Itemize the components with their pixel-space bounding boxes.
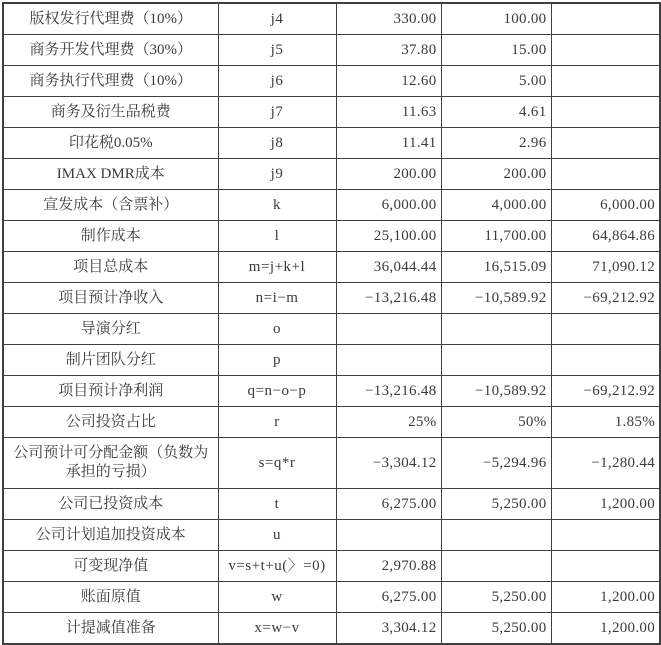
- table-row: [3, 489, 660, 520]
- row-label-cell[interactable]: 商务及衍生品税费: [3, 97, 218, 128]
- row-value-2-cell[interactable]: 5,250.00: [441, 582, 551, 613]
- row-value-3-cell[interactable]: −69,212.92: [551, 283, 660, 314]
- row-value-1-cell[interactable]: [336, 520, 441, 551]
- row-label-cell[interactable]: 导演分红: [3, 314, 218, 345]
- row-value-3-cell[interactable]: −69,212.92: [551, 376, 660, 407]
- table-row: [3, 376, 660, 407]
- row-value-1-cell[interactable]: [336, 314, 441, 345]
- row-value-3-cell[interactable]: 1,200.00: [551, 582, 660, 613]
- row-value-1-cell[interactable]: 11.41: [336, 128, 441, 159]
- row-code-cell[interactable]: u: [218, 520, 336, 551]
- row-value-1-cell[interactable]: 330.00: [336, 3, 441, 35]
- row-value-3-cell[interactable]: [551, 345, 660, 376]
- row-code-cell[interactable]: s=q*r: [218, 438, 336, 489]
- row-value-2-cell[interactable]: 5,250.00: [441, 489, 551, 520]
- row-label-cell[interactable]: 制作成本: [3, 221, 218, 252]
- row-value-3-cell[interactable]: 6,000.00: [551, 190, 660, 221]
- row-value-2-cell[interactable]: [441, 551, 551, 582]
- row-value-3-cell[interactable]: 1,200.00: [551, 613, 660, 645]
- row-code-cell[interactable]: j4: [218, 3, 336, 35]
- row-label-cell[interactable]: 计提减值准备: [3, 613, 218, 645]
- row-value-3-cell[interactable]: [551, 520, 660, 551]
- table-row: [3, 190, 660, 221]
- row-code-cell[interactable]: j6: [218, 66, 336, 97]
- row-value-1-cell[interactable]: [336, 345, 441, 376]
- row-value-1-cell[interactable]: 6,000.00: [336, 190, 441, 221]
- table-row: [3, 407, 660, 438]
- table-row: [3, 66, 660, 97]
- row-value-1-cell[interactable]: 36,044.44: [336, 252, 441, 283]
- row-value-2-cell[interactable]: 2.96: [441, 128, 551, 159]
- row-value-2-cell[interactable]: 200.00: [441, 159, 551, 190]
- row-value-1-cell[interactable]: −13,216.48: [336, 376, 441, 407]
- row-value-3-cell[interactable]: 64,864.86: [551, 221, 660, 252]
- row-value-2-cell[interactable]: 50%: [441, 407, 551, 438]
- row-value-2-cell[interactable]: 5.00: [441, 66, 551, 97]
- table-row: [3, 221, 660, 252]
- table-row: [3, 252, 660, 283]
- row-code-cell[interactable]: j5: [218, 35, 336, 66]
- row-label-cell[interactable]: 项目总成本: [3, 252, 218, 283]
- row-value-3-cell[interactable]: 1,200.00: [551, 489, 660, 520]
- row-value-1-cell[interactable]: 6,275.00: [336, 582, 441, 613]
- row-value-3-cell[interactable]: [551, 551, 660, 582]
- row-label-cell[interactable]: 版权发行代理费（10%）: [3, 3, 218, 35]
- row-value-3-cell[interactable]: −1,280.44: [551, 438, 660, 489]
- row-label-cell[interactable]: 制片团队分红: [3, 345, 218, 376]
- row-code-cell[interactable]: m=j+k+l: [218, 252, 336, 283]
- row-value-2-cell[interactable]: [441, 314, 551, 345]
- row-value-3-cell[interactable]: [551, 314, 660, 345]
- row-value-2-cell[interactable]: 5,250.00: [441, 613, 551, 645]
- row-label-cell[interactable]: 商务执行代理费（10%）: [3, 66, 218, 97]
- row-code-cell[interactable]: q=n−o−p: [218, 376, 336, 407]
- row-code-cell[interactable]: w: [218, 582, 336, 613]
- row-value-3-cell[interactable]: [551, 128, 660, 159]
- row-value-3-cell[interactable]: [551, 159, 660, 190]
- table-row: [3, 35, 660, 66]
- table-row: [3, 3, 660, 35]
- row-code-cell[interactable]: j7: [218, 97, 336, 128]
- row-value-2-cell[interactable]: −10,589.92: [441, 283, 551, 314]
- cost-table-body: [3, 3, 660, 644]
- row-label-cell[interactable]: 公司已投资成本: [3, 489, 218, 520]
- row-value-3-cell[interactable]: 71,090.12: [551, 252, 660, 283]
- row-label-cell[interactable]: 公司预计可分配金额（负数为承担的亏损）: [3, 438, 218, 489]
- row-value-1-cell[interactable]: 6,275.00: [336, 489, 441, 520]
- row-value-1-cell[interactable]: 12.60: [336, 66, 441, 97]
- row-code-cell[interactable]: r: [218, 407, 336, 438]
- row-value-1-cell[interactable]: 3,304.12: [336, 613, 441, 645]
- row-value-2-cell[interactable]: 16,515.09: [441, 252, 551, 283]
- row-value-3-cell[interactable]: 1.85%: [551, 407, 660, 438]
- row-value-2-cell[interactable]: −5,294.96: [441, 438, 551, 489]
- row-value-2-cell[interactable]: 4.61: [441, 97, 551, 128]
- row-code-cell[interactable]: x=w−v: [218, 613, 336, 645]
- row-code-cell[interactable]: p: [218, 345, 336, 376]
- row-code-cell[interactable]: v=s+t+u(〉=0): [218, 551, 336, 582]
- row-code-cell[interactable]: j9: [218, 159, 336, 190]
- table-row: [3, 128, 660, 159]
- row-value-1-cell[interactable]: 25%: [336, 407, 441, 438]
- row-value-1-cell[interactable]: −13,216.48: [336, 283, 441, 314]
- row-code-cell[interactable]: t: [218, 489, 336, 520]
- row-code-cell[interactable]: n=i−m: [218, 283, 336, 314]
- row-label-cell[interactable]: 账面原值: [3, 582, 218, 613]
- table-row: [3, 438, 660, 489]
- table-row: [3, 551, 660, 582]
- table-row: [3, 159, 660, 190]
- table-row: [3, 97, 660, 128]
- row-value-1-cell[interactable]: 37.80: [336, 35, 441, 66]
- row-value-1-cell[interactable]: −3,304.12: [336, 438, 441, 489]
- row-label-cell[interactable]: 公司投资占比: [3, 407, 218, 438]
- table-row: [3, 520, 660, 551]
- row-value-1-cell[interactable]: 11.63: [336, 97, 441, 128]
- row-value-2-cell[interactable]: 4,000.00: [441, 190, 551, 221]
- project-cost-table: [2, 2, 661, 645]
- row-value-3-cell[interactable]: [551, 35, 660, 66]
- row-label-cell[interactable]: 项目预计净利润: [3, 376, 218, 407]
- row-value-2-cell[interactable]: −10,589.92: [441, 376, 551, 407]
- row-code-cell[interactable]: l: [218, 221, 336, 252]
- row-code-cell[interactable]: o: [218, 314, 336, 345]
- table-row: [3, 582, 660, 613]
- row-label-cell[interactable]: 公司计划追加投资成本: [3, 520, 218, 551]
- row-label-cell[interactable]: IMAX DMR成本: [3, 159, 218, 190]
- row-code-cell[interactable]: j8: [218, 128, 336, 159]
- row-value-2-cell[interactable]: 15.00: [441, 35, 551, 66]
- row-label-cell[interactable]: 商务开发代理费（30%）: [3, 35, 218, 66]
- row-label-cell[interactable]: 印花税0.05%: [3, 128, 218, 159]
- row-label-cell[interactable]: 可变现净值: [3, 551, 218, 582]
- row-value-2-cell[interactable]: 100.00: [441, 3, 551, 35]
- row-value-3-cell[interactable]: [551, 97, 660, 128]
- row-code-cell[interactable]: k: [218, 190, 336, 221]
- row-label-cell[interactable]: 宣发成本（含票补）: [3, 190, 218, 221]
- row-value-1-cell[interactable]: 2,970.88: [336, 551, 441, 582]
- row-label-cell[interactable]: 项目预计净收入: [3, 283, 218, 314]
- row-value-3-cell[interactable]: [551, 66, 660, 97]
- row-value-2-cell[interactable]: [441, 345, 551, 376]
- table-row: [3, 613, 660, 645]
- row-value-2-cell[interactable]: [441, 520, 551, 551]
- row-value-3-cell[interactable]: [551, 3, 660, 35]
- row-value-1-cell[interactable]: 200.00: [336, 159, 441, 190]
- table-row: [3, 283, 660, 314]
- row-value-1-cell[interactable]: 25,100.00: [336, 221, 441, 252]
- table-row: [3, 314, 660, 345]
- row-value-2-cell[interactable]: 11,700.00: [441, 221, 551, 252]
- table-row: [3, 345, 660, 376]
